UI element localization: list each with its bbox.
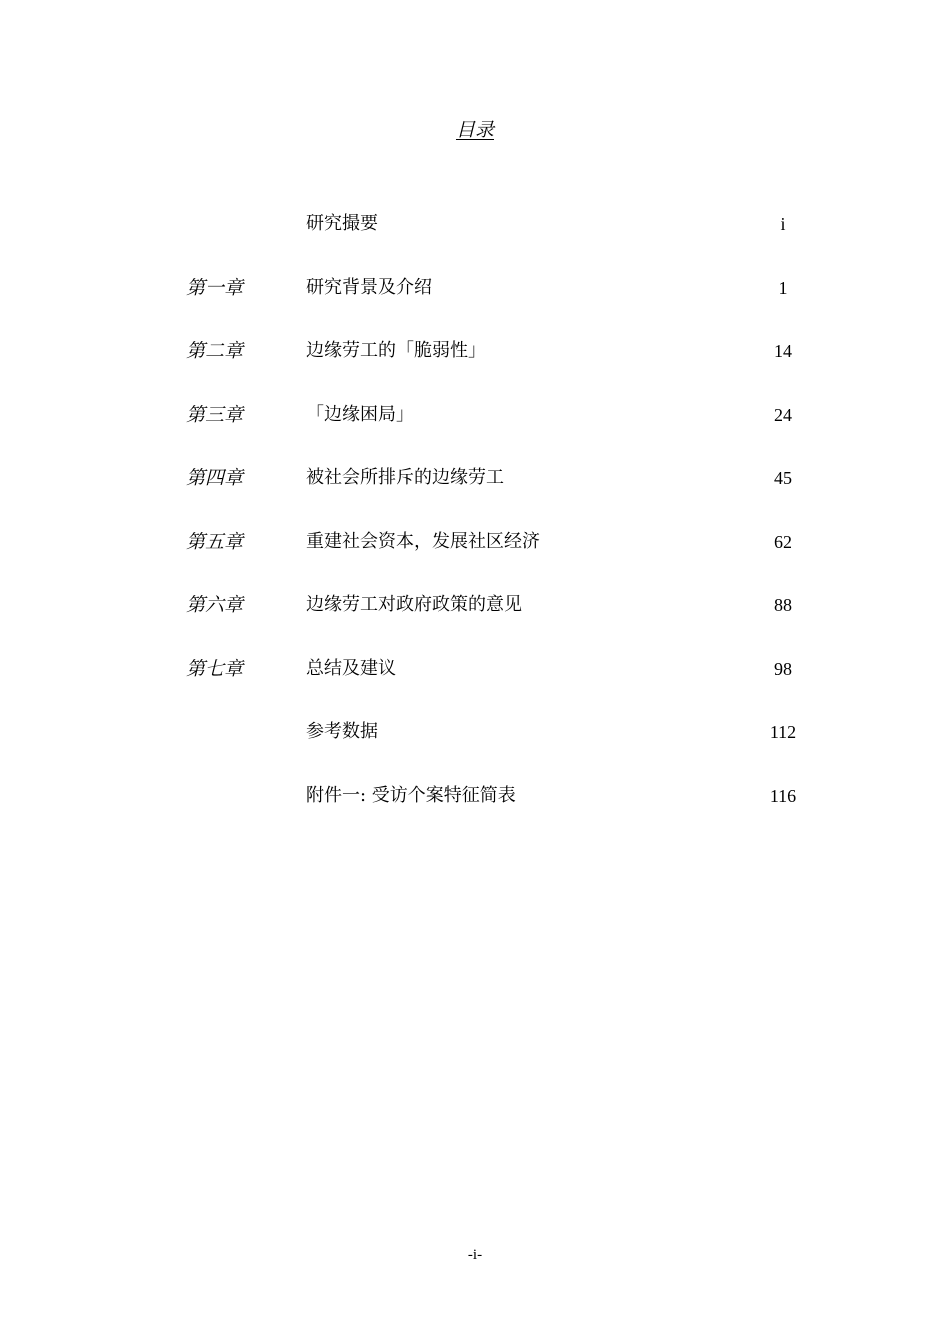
entry-title: 边缘劳工对政府政策的意见 [306, 594, 522, 615]
toc-entry [0, 654, 950, 718]
toc-entry [0, 400, 950, 464]
entry-title: 研究背景及介绍 [306, 276, 432, 298]
page-number: 24 [774, 404, 792, 425]
entry-title: 研究撮要 [306, 213, 378, 234]
page-number: 98 [774, 658, 792, 679]
page-number: 88 [774, 595, 792, 615]
page-number: 112 [769, 722, 797, 742]
table-of-contents [0, 209, 950, 844]
chapter-label: 第一章 [186, 276, 244, 299]
entry-title: 参考数据 [306, 721, 378, 742]
page-number: i [780, 214, 786, 234]
chapter-label: 第二章 [186, 340, 244, 362]
entry-title: 「边缘困局」 [306, 403, 414, 425]
toc-entry [0, 717, 950, 781]
entry-title: 边缘劳工的「脆弱性」 [306, 340, 486, 361]
toc-entry [0, 590, 950, 654]
page-number: 14 [774, 341, 792, 361]
chapter-label: 第三章 [186, 403, 244, 426]
toc-entry [0, 781, 950, 845]
page-number: 45 [774, 468, 792, 488]
entry-title: 附件一: 受访个案特征简表 [306, 784, 516, 806]
entry-title: 总结及建议 [306, 657, 396, 679]
page-footer-number: -i- [467, 1247, 483, 1263]
toc-entry [0, 527, 950, 591]
toc-entry [0, 273, 950, 337]
chapter-label: 第五章 [186, 530, 244, 553]
toc-entry [0, 336, 950, 400]
page-number: 116 [769, 785, 797, 806]
toc-entry [0, 209, 950, 273]
chapter-label: 第六章 [186, 594, 244, 616]
entry-title: 重建社会资本，发展社区经济 [306, 530, 540, 552]
page-number: 62 [774, 531, 792, 552]
chapter-label: 第四章 [186, 467, 244, 489]
entry-title: 被社会所排斥的边缘劳工 [306, 467, 504, 488]
page-number: 1 [778, 277, 788, 298]
chapter-label: 第七章 [186, 657, 244, 680]
toc-entry [0, 463, 950, 527]
toc-title: 目录 [455, 119, 494, 141]
